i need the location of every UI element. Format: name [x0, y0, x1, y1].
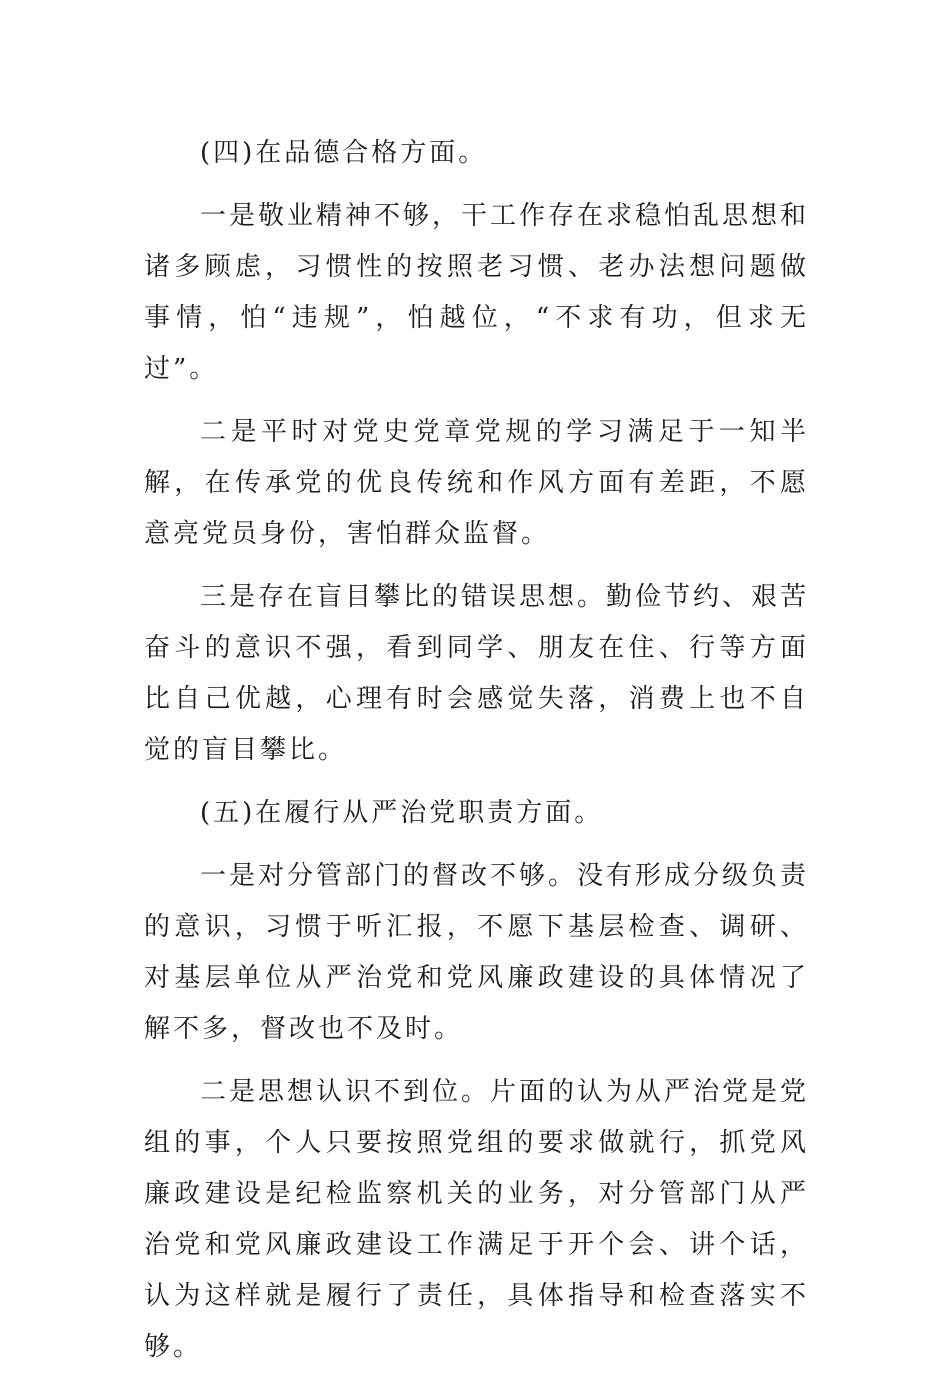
- section-heading-5: (五)在履行从严治党职责方面。: [200, 798, 604, 828]
- paragraph: 二是思想认识不到位。片面的认为从严治党是党组的事，个人只要按照党组的要求做就行，抓党风廉政建设是纪检监察机关的业务，对分管部门从严治党和党风廉政建设工作满足于开个会、讲个话，认为这样就是履行了责任，具体指导和检查落实不够。: [144, 1077, 810, 1362]
- document-body: [144, 128, 809, 1385]
- paragraph: 一是对分管部门的督改不够。没有形成分级负责的意识，习惯于听汇报，不愿下基层检查、调研、对基层单位从严治党和党风廉政建设的具体情况了解不多，督改也不及时。: [144, 861, 810, 1044]
- paragraph: 三是存在盲目攀比的错误思想。勤俭节约、艰苦奋斗的意识不强，看到同学、朋友在住、行等方面比自己优越，心理有时会感觉失落，消费上也不自觉的盲目攀比。: [144, 582, 810, 765]
- paragraph: 二是平时对党史党章党规的学习满足于一知半解，在传承党的优良传统和作风方面有差距，不愿意亮党员身份，害怕群众监督。: [144, 417, 809, 549]
- section-heading-4: (四)在品德合格方面。: [200, 138, 488, 168]
- paragraph: 一是敬业精神不够，干工作存在求稳怕乱思想和诸多顾虑，习惯性的按照老习惯、老办法想问题做事情，怕“违规”，怕越位，“不求有功，但求无过”。: [144, 201, 810, 384]
